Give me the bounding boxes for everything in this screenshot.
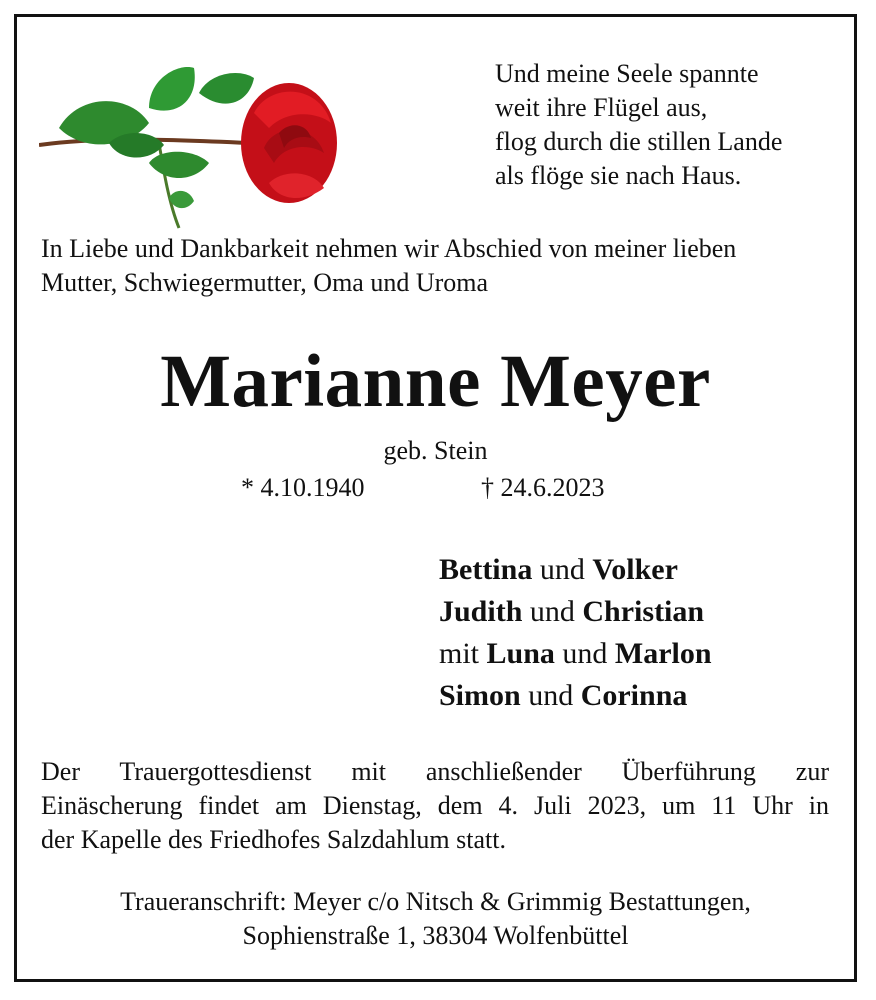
poem-line: flog durch die stillen Lande <box>495 127 783 156</box>
family-join: und <box>520 679 581 712</box>
rose-image <box>39 53 339 243</box>
maiden-name: geb. Stein <box>383 436 488 465</box>
family-member: Christian <box>582 595 705 628</box>
funeral-address <box>17 885 854 953</box>
poem <box>495 57 782 193</box>
family-join: und <box>532 553 593 586</box>
address-line: Sophienstraße 1, 38304 Wolfenbüttel <box>242 921 629 950</box>
poem-line: weit ihre Flügel aus, <box>495 93 708 122</box>
service-announcement <box>41 755 829 857</box>
family-join: und <box>522 595 583 628</box>
intro-text <box>41 232 841 300</box>
family-row <box>439 549 712 591</box>
poem-line: als flöge sie nach Haus. <box>495 161 742 190</box>
service-line: Der Trauergottesdienst mit anschließender Überführung zur <box>41 757 829 786</box>
family-row <box>439 675 712 717</box>
service-line: Einäscherung findet am Dienstag, dem 4. Juli 2023, um 11 Uhr in <box>41 791 829 820</box>
birth-date: * 4.10.1940 <box>241 473 365 502</box>
family-member: Simon <box>439 679 521 712</box>
family-member: Marlon <box>614 637 712 670</box>
family-join: und <box>554 637 615 670</box>
family-prefix: mit <box>439 637 487 670</box>
intro-line: In Liebe und Dankbarkeit nehmen wir Abschied von meiner lieben <box>41 234 737 263</box>
family-member: Bettina <box>439 553 533 586</box>
intro-line: Mutter, Schwiegermutter, Oma und Uroma <box>41 268 489 297</box>
family-row <box>439 633 712 675</box>
family-member: Judith <box>439 595 523 628</box>
family-member: Luna <box>486 637 555 670</box>
family-row <box>439 591 712 633</box>
deceased-name: Marianne Meyer <box>160 340 711 423</box>
death-date: † 24.6.2023 <box>481 473 605 502</box>
address-line: Traueranschrift: Meyer c/o Nitsch & Grimmig Bestattungen, <box>120 887 751 916</box>
service-line: der Kapelle des Friedhofes Salzdahlum statt. <box>41 825 506 854</box>
family-member: Volker <box>592 553 678 586</box>
family-list <box>439 549 712 717</box>
poem-line: Und meine Seele spannte <box>495 59 759 88</box>
family-member: Corinna <box>580 679 688 712</box>
obituary-frame <box>14 14 857 982</box>
